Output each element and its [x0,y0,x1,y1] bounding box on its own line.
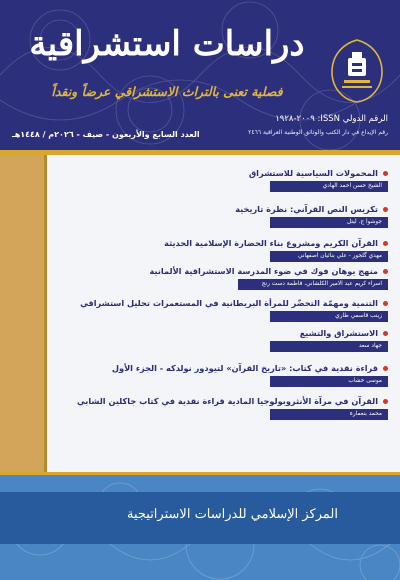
toc-item [55,328,388,352]
bullet-icon [383,207,388,212]
toc-item [55,363,388,387]
article-author: جوشوا ج. ليتل [270,217,388,228]
bullet-icon [383,331,388,336]
bullet-icon [383,269,388,274]
article-author: اسراء كريم عبد الامير الكلشاني، فاطمة دست رنج [238,279,388,290]
header-band [0,0,400,150]
article-author: مهدي گلجور - علي بنائيان اصفهاني [270,251,388,262]
issue-info: العدد السابع والأربعون - صيف - ٢٠٢٦م / ١٤٤٨هـ [12,130,200,139]
article-title: القرآن في مرآة الأنثروبولوجيا المادية قراءة نقدية في كتاب جاكلين الشابي [76,396,378,406]
article-author: زينب قاسمي طاري [270,311,388,322]
bullet-icon [383,301,388,306]
article-title: منهج يوهان فوك في ضوء المدرسة الاستشراقية الألمانية [149,266,378,276]
table-of-contents [55,158,388,468]
toc-item [55,266,388,290]
journal-title: دراسات استشراقية [29,24,305,64]
article-title: التنمية ومهمّة التحضّر للمرأة البريطانية في المستعمرات تحليل استشراقي [80,298,378,308]
publisher-name: المركز الإسلامي للدراسات الاستراتيجية [126,507,338,522]
gold-divider [0,150,400,155]
article-author: موسى خشاب [270,376,388,387]
issn-number: الرقم الدولي ISSN: ٢٠٠٩-١٩٢٨ [275,114,388,124]
article-author: جهاد سعد [270,341,388,352]
article-author: الشيخ حسن احمد الهادي [270,181,388,192]
article-title: قراءة نقدية في كتاب: «تاريخ القرآن» لتيودور نولدكه - الجزء الأول [111,363,378,373]
article-author: محمد بنعمارة [270,409,388,420]
deposit-number: رقم الإيداع في دار الكتب والوثائق الوطنية العراقية ٢٤٦٦ [248,129,388,136]
bullet-icon [383,171,388,176]
article-title: تكريس النص القرآني: نظرة تاريخية [235,204,378,214]
bullet-icon [383,241,388,246]
center-logo-emblem [328,36,386,106]
article-title: المحمولات السياسية للاستشراق [248,168,378,178]
toc-item [55,298,388,322]
bullet-icon [383,399,388,404]
side-strip [0,155,44,475]
article-title: الاستشراق والتشيع [299,328,378,338]
toc-item [55,168,388,192]
toc-item [55,238,388,262]
bullet-icon [383,366,388,371]
side-strip-edge [44,155,47,475]
article-title: القرآن الكريم ومشروع بناء الحضارة الإسلامية الحديثة [164,238,378,248]
journal-subtitle: فصلية تعنى بالتراث الاستشراقي عرضاً ونقداً [51,84,283,99]
toc-item [55,204,388,228]
toc-item [55,396,388,420]
